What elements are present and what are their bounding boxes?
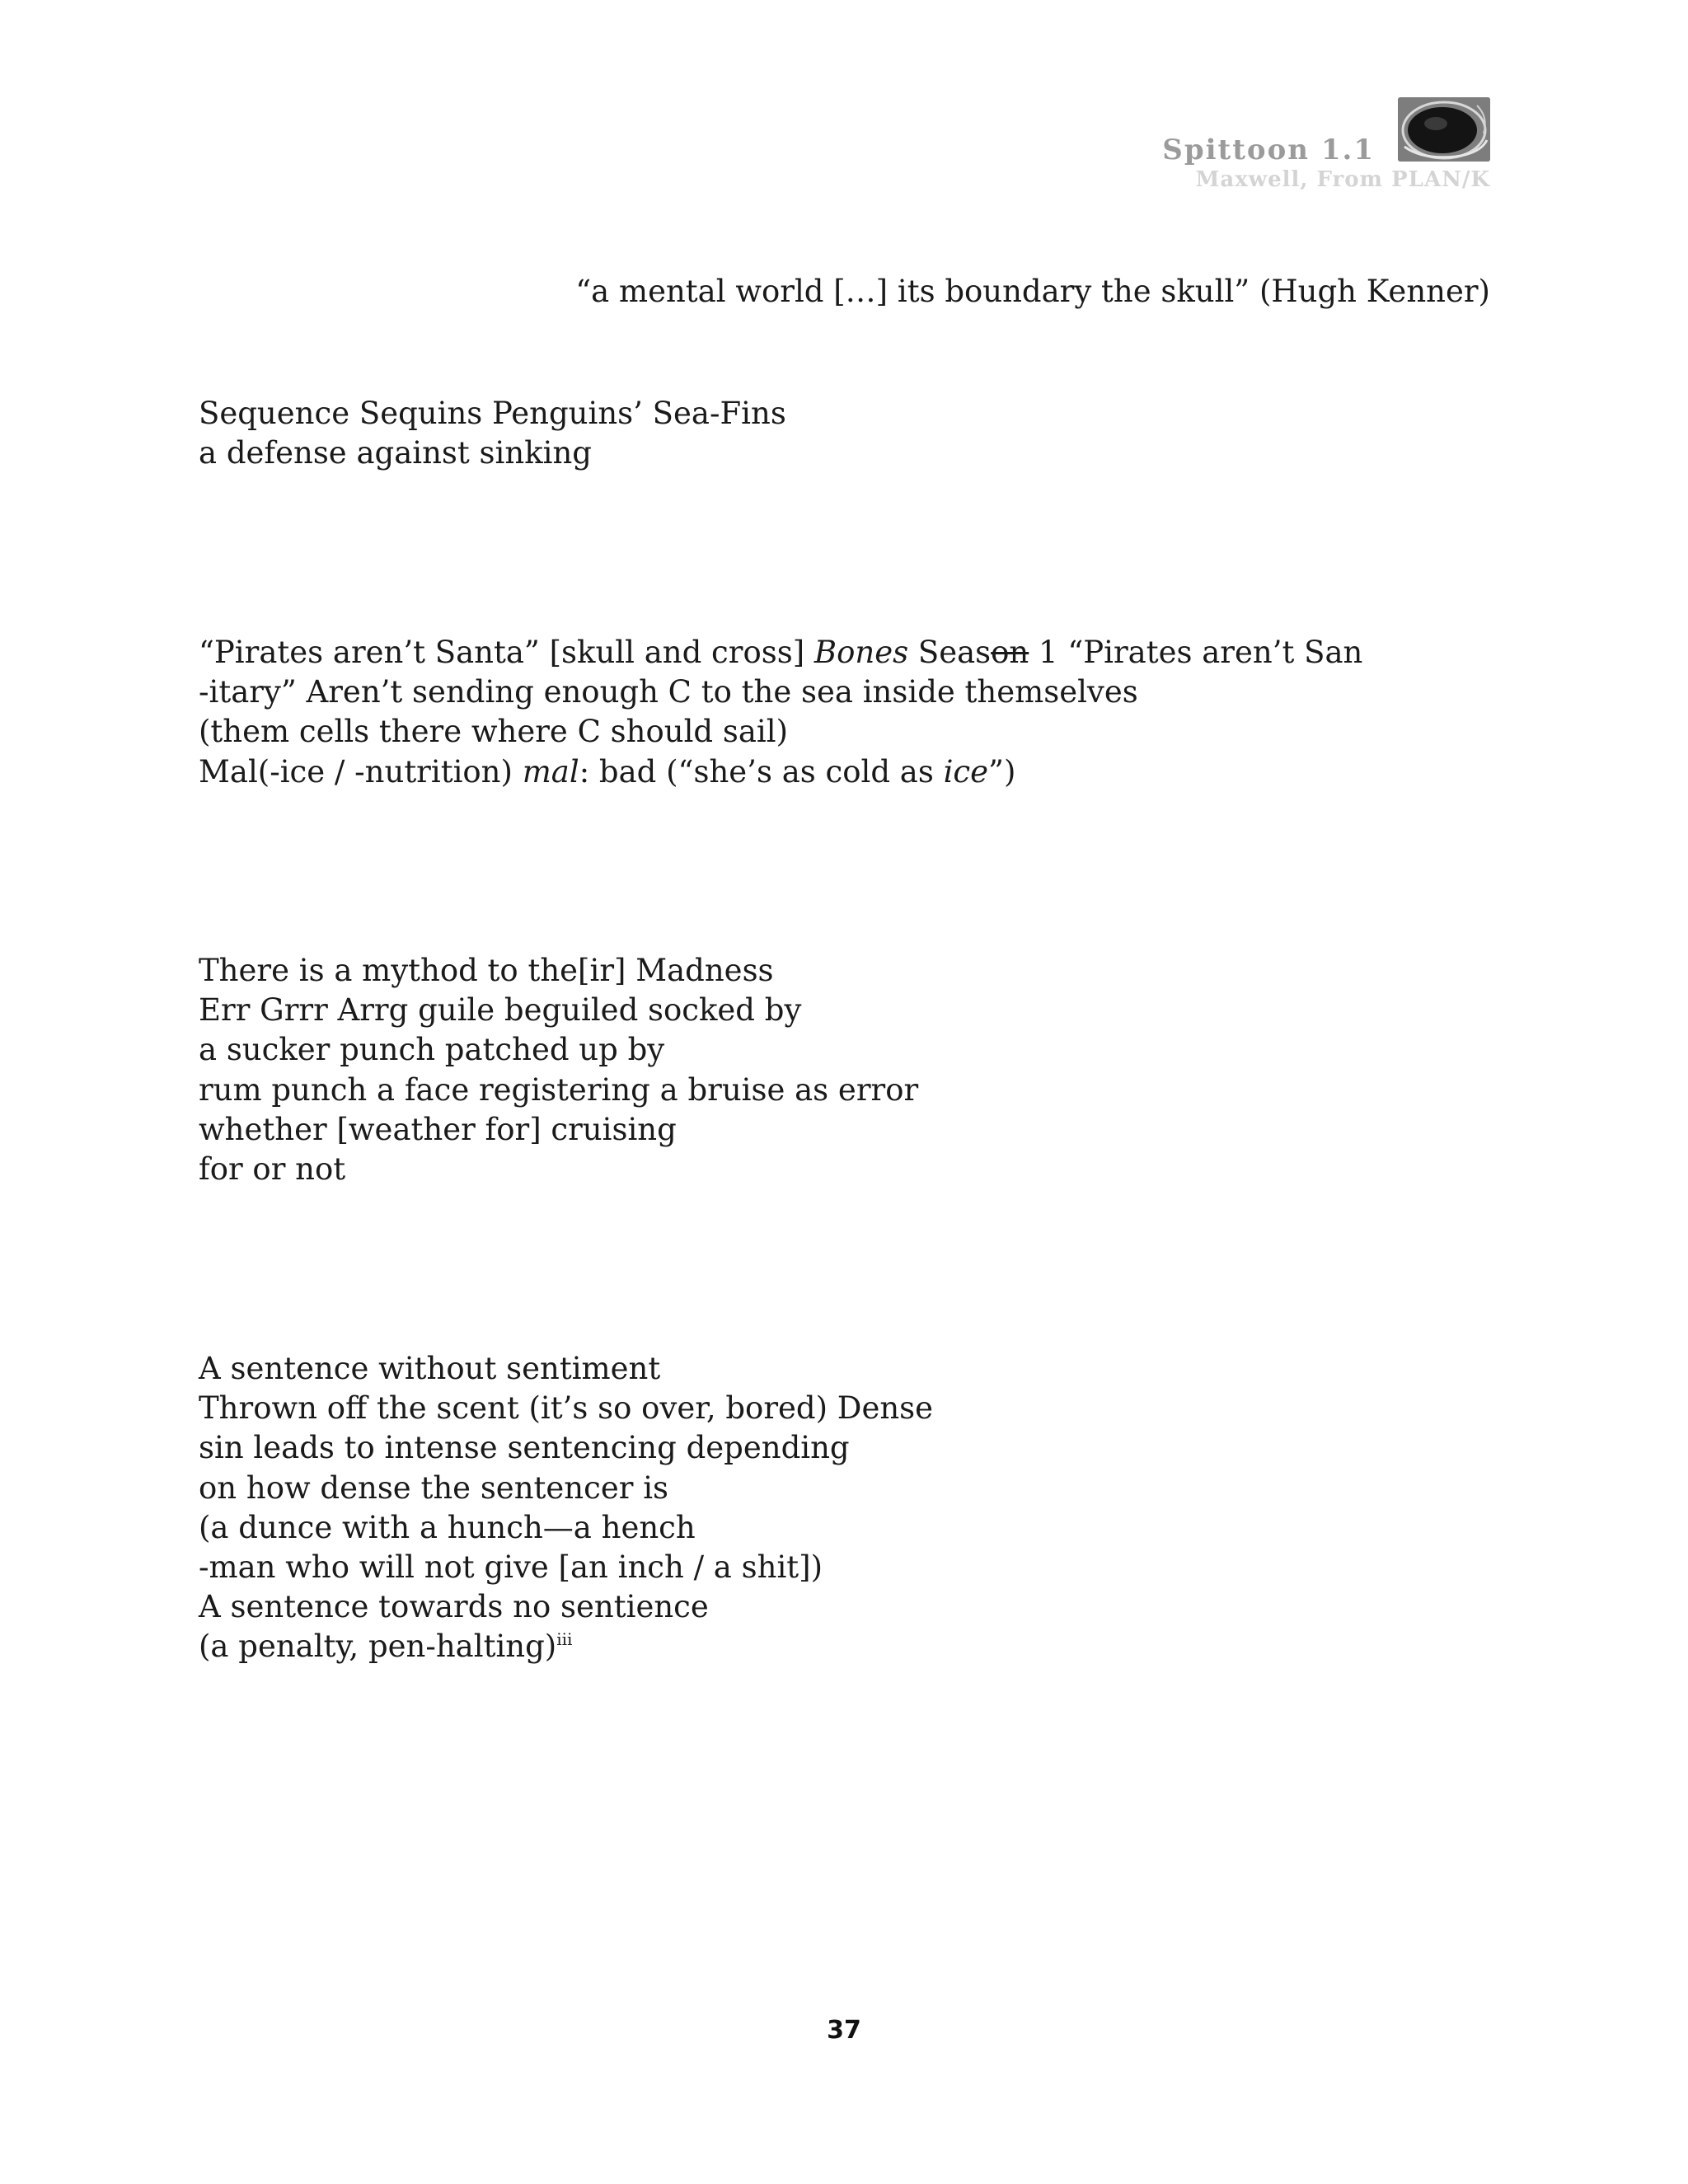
stanza-1 — [199, 394, 786, 473]
page-header — [748, 92, 1490, 208]
page-number: 37 — [827, 2016, 861, 2045]
poem-line: a defense against sinking — [199, 435, 592, 471]
journal-title: Spittoon 1.1 — [1162, 134, 1375, 166]
poem-line: Sequence Sequins Penguins’ Sea-Fins — [199, 396, 786, 431]
poem-line: (them cells there where C should sail) — [199, 714, 789, 750]
poem-line: Err Grrr Arrg guile beguiled socked by — [199, 992, 802, 1029]
poem-line: Thrown off the scent (it’s so over, bored) Dense — [199, 1390, 934, 1427]
poem-line — [199, 752, 1362, 792]
poem-line — [199, 1627, 933, 1666]
poem-line: (a dunce with a hunch—a hench — [199, 1509, 696, 1545]
poem-line: a sucker punch patched up by — [199, 1032, 665, 1068]
header-text — [1162, 134, 1490, 193]
line-text: “Pirates aren’t Santa” [skull and cross] — [199, 635, 814, 670]
poem-line: A sentence without sentiment — [199, 1351, 661, 1386]
poem-line — [199, 633, 1362, 673]
stanza-3 — [199, 951, 918, 1189]
poem-line: rum punch a face registering a bruise as error — [199, 1071, 919, 1108]
line-text: : bad (“she’s as cold as — [579, 753, 944, 790]
struck-text: on — [991, 635, 1029, 670]
poem-line: for or not — [199, 1151, 346, 1188]
line-text: Seas — [908, 635, 992, 670]
stanza-2 — [199, 633, 1362, 792]
poem-line: whether [weather for] cruising — [199, 1111, 677, 1147]
dark-stone-logo-icon — [1398, 97, 1490, 162]
journal-subtitle: Maxwell, From PLAN/K — [1195, 167, 1490, 192]
poem-line: -man who will not give [an inch / a shit]) — [199, 1549, 823, 1586]
line-text: ”) — [988, 753, 1016, 790]
line-text: (a penalty, pen-halting) — [199, 1629, 557, 1665]
line-text: Mal(-ice / -nutrition) — [199, 753, 523, 790]
line-text: 1 “Pirates aren’t San — [1029, 635, 1363, 670]
poem-line: -itary” Aren’t sending enough C to the sea inside themselves — [199, 674, 1138, 710]
poem-line: A sentence towards no sentience — [199, 1589, 709, 1625]
stanza-4 — [199, 1349, 933, 1667]
poem-line: There is a mythod to the[ir] Madness — [199, 953, 774, 988]
epigraph: “a mental world […] its boundary the skull” (Hugh Kenner) — [575, 274, 1490, 309]
poem-line: on how dense the sentencer is — [199, 1469, 669, 1506]
footnote-marker: iii — [556, 1629, 573, 1650]
italic-text: ice — [943, 753, 989, 790]
italic-text: Bones — [814, 635, 909, 670]
poem-line: sin leads to intense sentencing depending — [199, 1430, 850, 1466]
italic-text: mal — [522, 753, 579, 790]
